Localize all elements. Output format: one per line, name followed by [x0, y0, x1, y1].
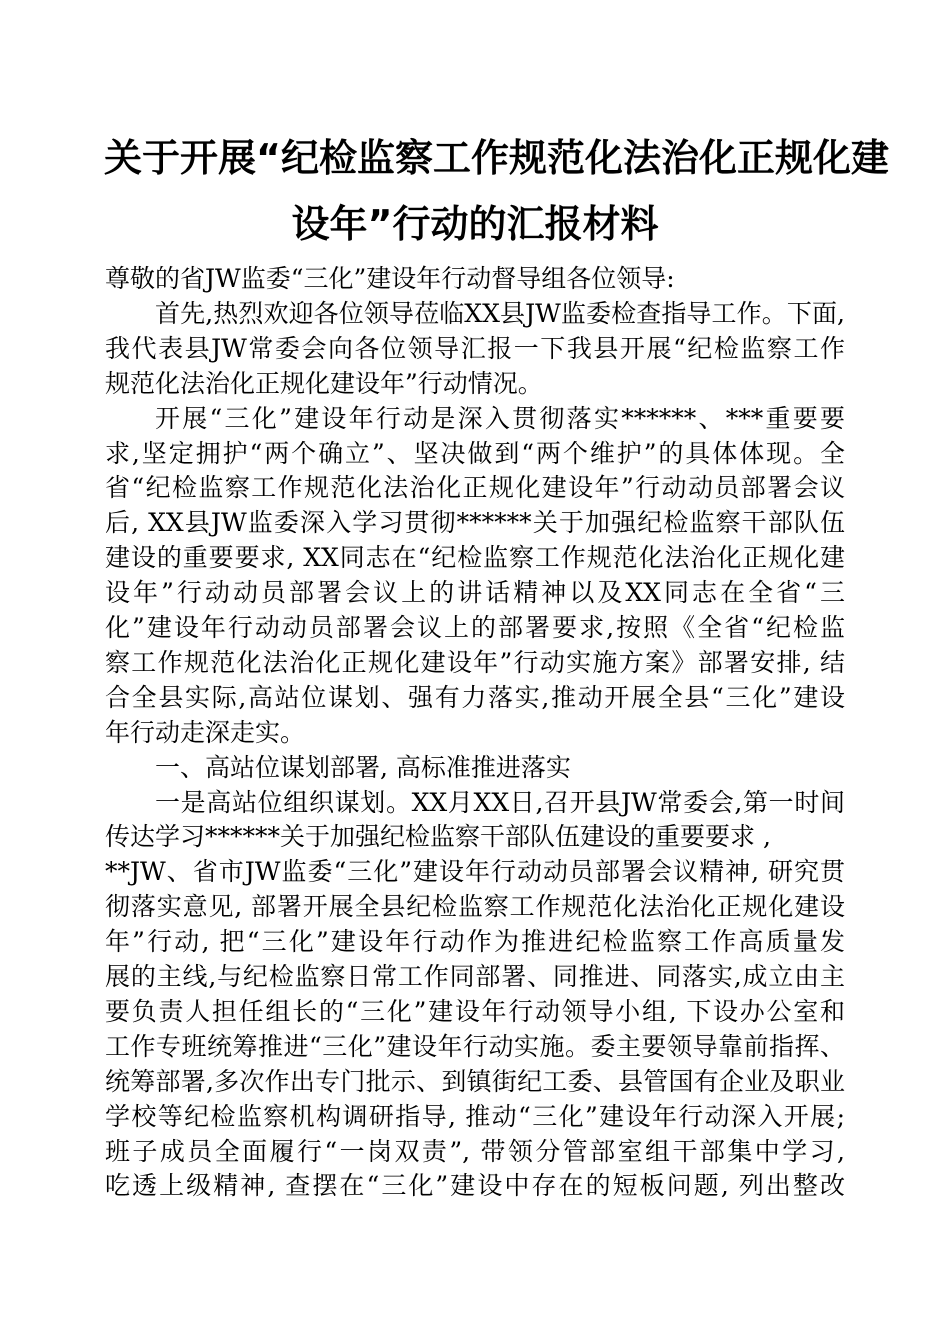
body-text-line: 工作专班统筹推进“三化”建设年行动实施。委主要领导靠前指挥、 [105, 1032, 845, 1061]
body-text-line: 设年”行动动员部署会议上的讲话精神以及XX同志在全省“三 [105, 578, 845, 607]
body-text-line: 后, XX县JW监委深入学习贯彻******关于加强纪检监察干部队伍 [105, 508, 845, 537]
body-text-line: 首先,热烈欢迎各位领导莅临XX县JW监委检查指导工作。下面, [155, 299, 845, 328]
body-text-line: 省“纪检监察工作规范化法治化正规化建设年”行动动员部署会议 [105, 473, 845, 502]
body-text-line: 学校等纪检监察机构调研指导, 推动“三化”建设年行动深入开展; [105, 1102, 845, 1131]
body-text-line: 规范化法治化正规化建设年”行动情况。 [105, 369, 543, 398]
document-title-line-1: 关于开展“纪检监察工作规范化法治化正规化建 [104, 136, 889, 180]
body-text-line: 建设的重要要求, XX同志在“纪检监察工作规范化法治化正规化建 [105, 543, 845, 572]
body-text-line: 我代表县JW常委会向各位领导汇报一下我县开展“纪检监察工作 [105, 334, 845, 363]
body-text-line: 求,坚定拥护“两个确立”、坚决做到“两个维护”的具体体现。全 [105, 439, 845, 468]
document-title-line-2: 设年”行动的汇报材料 [291, 202, 659, 246]
body-text-line: 一、高站位谋划部署, 高标准推进落实 [155, 753, 571, 782]
body-text-line: 合全县实际,高站位谋划、强有力落实,推动开展全县“三化”建设 [105, 683, 845, 712]
body-text-line: 统筹部署,多次作出专门批示、到镇街纪工委、县管国有企业及职业 [105, 1067, 845, 1096]
body-text-line: 一是高站位组织谋划。XX月XX日,召开县JW常委会,第一时间 [155, 788, 845, 817]
body-text-line: 开展“三化”建设年行动是深入贯彻落实******、***重要要 [155, 404, 845, 433]
body-text-line: 展的主线,与纪检监察日常工作同部署、同推进、同落实,成立由主 [105, 962, 845, 991]
body-text-line: 化”建设年行动动员部署会议上的部署要求,按照《全省“纪检监 [105, 613, 845, 642]
body-text-line: 吃透上级精神, 查摆在“三化”建设中存在的短板问题, 列出整改 [105, 1171, 845, 1200]
body-text-line: 年”行动, 把“三化”建设年行动作为推进纪检监察工作高质量发 [105, 927, 845, 956]
body-text-line: 班子成员全面履行“一岗双责”, 带领分管部室组干部集中学习, [105, 1137, 845, 1166]
body-text-line: 要负责人担任组长的“三化”建设年行动领导小组, 下设办公室和 [105, 997, 845, 1026]
body-text-line: 彻落实意见, 部署开展全县纪检监察工作规范化法治化正规化建设 [105, 892, 845, 921]
body-text-line: 年行动走深走实。 [105, 718, 306, 747]
body-text-line: 察工作规范化法治化正规化建设年”行动实施方案》部署安排, 结 [105, 648, 845, 677]
body-text-line: 尊敬的省JW监委“三化”建设年行动督导组各位领导: [105, 264, 675, 293]
body-text-line: **JW、省市JW监委“三化”建设年行动动员部署会议精神, 研究贯 [105, 857, 845, 886]
body-text-line: 传达学习******关于加强纪检监察干部队伍建设的重要要求 , [105, 822, 771, 851]
